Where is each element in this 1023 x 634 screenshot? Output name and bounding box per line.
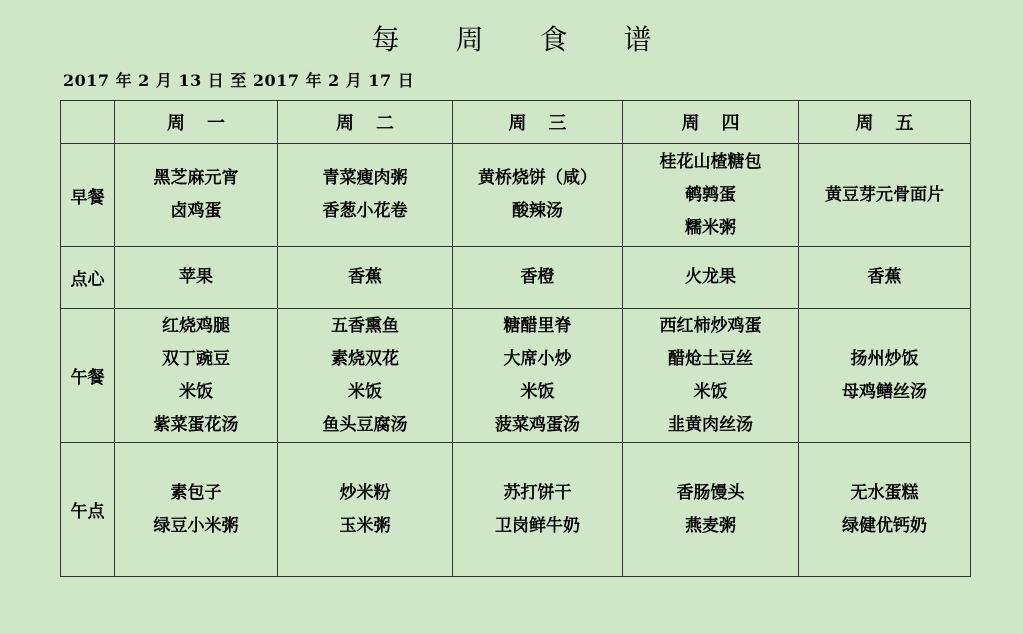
menu-cell	[623, 443, 799, 577]
menu-cell	[278, 309, 453, 443]
menu-item: 母鸡鳝丝汤	[842, 381, 927, 402]
menu-item: 卤鸡蛋	[170, 201, 222, 221]
menu-item: 鹌鹑蛋	[685, 184, 736, 205]
menu-item: 香橙	[520, 267, 555, 287]
table-row	[61, 309, 971, 443]
menu-item: 醋炝土豆丝	[668, 348, 753, 369]
menu-item: 素包子	[170, 482, 222, 503]
menu-cell	[453, 443, 623, 577]
menu-item: 西红柿炒鸡蛋	[659, 315, 762, 336]
menu-item: 无水蛋糕	[850, 482, 919, 503]
menu-item: 火龙果	[685, 267, 736, 287]
menu-item: 苹果	[179, 267, 213, 287]
menu-cell	[623, 247, 799, 309]
menu-item: 香蕉	[348, 267, 382, 287]
menu-item: 双丁豌豆	[162, 348, 230, 369]
menu-cell	[115, 144, 278, 247]
menu-item: 素烧双花	[331, 348, 399, 369]
menu-item: 青菜瘦肉粥	[322, 168, 408, 188]
day-header: 周四	[623, 101, 799, 144]
menu-item: 燕麦粥	[685, 515, 736, 536]
menu-item: 五香熏鱼	[331, 315, 399, 336]
menu-item: 黑芝麻元宵	[153, 168, 239, 188]
menu-item: 米饭	[348, 381, 382, 402]
corner-cell	[61, 101, 115, 144]
table-header-row	[61, 101, 971, 144]
meal-label: 点心	[61, 247, 115, 309]
weekly-menu-table	[60, 100, 971, 577]
menu-item: 苏打饼干	[503, 482, 572, 503]
table-row	[61, 144, 971, 247]
menu-cell	[623, 144, 799, 247]
menu-item: 绿豆小米粥	[153, 515, 239, 536]
menu-cell	[799, 443, 971, 577]
menu-item: 糯米粥	[685, 217, 736, 238]
menu-item: 紫菜蛋花汤	[153, 414, 239, 435]
menu-item: 大席小炒	[503, 348, 572, 369]
menu-item: 黄桥烧饼（咸）	[478, 168, 597, 188]
menu-cell	[115, 309, 278, 443]
meal-label: 午餐	[61, 309, 115, 443]
menu-cell	[453, 309, 623, 443]
menu-item: 黄豆芽元骨面片	[825, 184, 944, 205]
menu-item: 菠菜鸡蛋汤	[495, 414, 580, 435]
menu-item: 红烧鸡腿	[162, 315, 230, 336]
menu-item: 桂花山楂糖包	[659, 151, 762, 172]
table-row	[61, 443, 971, 577]
menu-item: 糖醋里脊	[503, 315, 572, 336]
menu-item: 扬州炒饭	[850, 348, 919, 369]
menu-item: 香蕉	[867, 267, 902, 287]
menu-item: 香葱小花卷	[322, 201, 408, 221]
day-header: 周五	[799, 101, 971, 144]
date-range: 2017 年 2 月 13 日 至 2017 年 2 月 17 日	[63, 71, 415, 90]
menu-cell	[453, 247, 623, 309]
menu-cell	[278, 247, 453, 309]
menu-item: 酸辣汤	[512, 201, 563, 221]
menu-item: 米饭	[179, 381, 213, 402]
menu-cell	[278, 443, 453, 577]
menu-item: 香肠馒头	[676, 482, 745, 503]
menu-cell	[115, 443, 278, 577]
menu-cell	[799, 309, 971, 443]
day-header: 周三	[453, 101, 623, 144]
meal-label: 早餐	[61, 144, 115, 247]
page-title: 每周食谱	[371, 23, 708, 56]
table-row	[61, 247, 971, 309]
menu-item: 米饭	[693, 381, 728, 402]
day-header: 周一	[115, 101, 278, 144]
menu-cell	[799, 144, 971, 247]
day-header: 周二	[278, 101, 453, 144]
menu-cell	[453, 144, 623, 247]
menu-item: 韭黄肉丝汤	[668, 414, 753, 435]
menu-item: 卫岗鲜牛奶	[495, 515, 580, 536]
menu-item: 绿健优钙奶	[842, 515, 927, 536]
menu-cell	[799, 247, 971, 309]
menu-item: 炒米粉	[339, 482, 391, 503]
menu-item: 米饭	[520, 381, 555, 402]
menu-cell	[278, 144, 453, 247]
menu-item: 玉米粥	[339, 515, 391, 536]
menu-item: 鱼头豆腐汤	[322, 414, 408, 435]
meal-label: 午点	[61, 443, 115, 577]
menu-cell	[623, 309, 799, 443]
menu-cell	[115, 247, 278, 309]
